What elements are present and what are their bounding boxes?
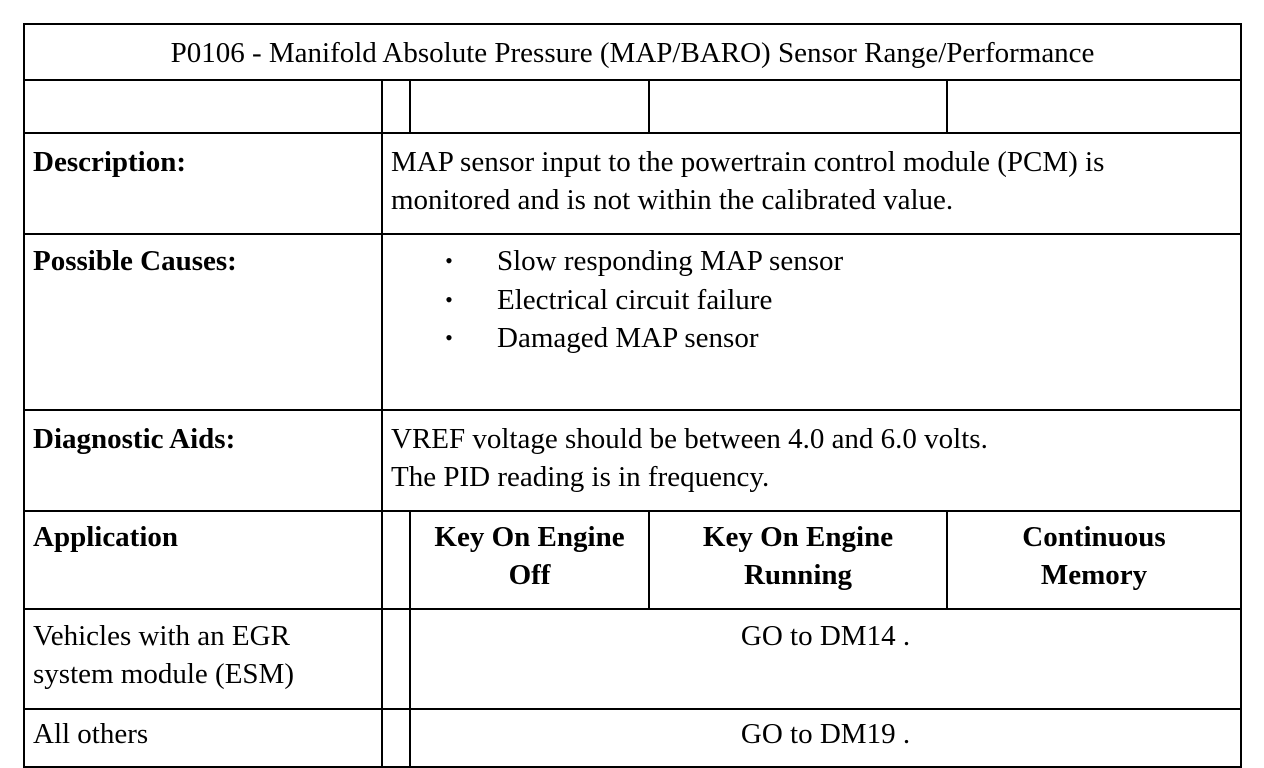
- application-label-line: Vehicles with an EGR: [33, 620, 290, 652]
- dtc-title: P0106 - Manifold Absolute Pressure (MAP/BARO) Sensor Range/Performance: [24, 24, 1241, 80]
- column-header-line: Memory: [1040, 559, 1148, 591]
- column-header-line: Key On Engine: [702, 521, 894, 553]
- list-item: [439, 319, 1232, 358]
- application-row-spacer: [382, 609, 410, 709]
- possible-causes-label: Possible Causes:: [24, 234, 382, 410]
- description-row: [24, 133, 1241, 234]
- column-header-koeo: [410, 511, 649, 609]
- table-row: [24, 609, 1241, 709]
- spacer-row: [24, 80, 1241, 133]
- bullet-icon: •: [445, 248, 453, 273]
- cause-text: Electrical circuit failure: [497, 283, 773, 316]
- possible-causes-row: [24, 234, 1241, 410]
- application-header-label: Application: [24, 511, 382, 609]
- spacer-cell-2: [382, 80, 410, 133]
- application-row-label: [24, 609, 382, 709]
- application-row-label: [24, 709, 382, 767]
- application-row-action: GO to DM14 .: [410, 609, 1241, 709]
- column-header-koer: [649, 511, 947, 609]
- description-line: monitored and is not within the calibrated value.: [391, 184, 954, 216]
- application-row-spacer: [382, 709, 410, 767]
- bullet-icon: •: [445, 325, 453, 350]
- description-line: MAP sensor input to the powertrain control module (PCM) is: [391, 146, 1105, 178]
- cause-text: Slow responding MAP sensor: [497, 245, 844, 277]
- column-header-line: Running: [743, 559, 852, 591]
- spacer-cell-4: [649, 80, 947, 133]
- cause-text: Damaged MAP sensor: [497, 322, 759, 354]
- application-row-action: GO to DM19 .: [410, 709, 1241, 767]
- table-row: [24, 709, 1241, 767]
- application-header-row: [24, 511, 1241, 609]
- title-row: [24, 24, 1241, 80]
- list-item: [439, 281, 1232, 320]
- column-header-continuous-memory: [947, 511, 1241, 609]
- diagnostic-aids-row: [24, 410, 1241, 511]
- list-item: [439, 242, 1232, 281]
- column-header-line: Continuous: [1022, 521, 1166, 553]
- possible-causes-cell: [382, 234, 1241, 410]
- diagnostic-aids-line: VREF voltage should be between 4.0 and 6.0 volts.: [391, 423, 988, 455]
- bullet-icon: •: [445, 286, 453, 312]
- dtc-table: [23, 23, 1242, 768]
- description-text: [382, 133, 1241, 234]
- diagnostic-aids-label: Diagnostic Aids:: [24, 410, 382, 511]
- spacer-cell-3: [410, 80, 649, 133]
- application-header-spacer: [382, 511, 410, 609]
- diagnostic-aids-line: The PID reading is in frequency.: [391, 461, 770, 493]
- application-label-line: All others: [33, 718, 149, 750]
- spacer-cell-5: [947, 80, 1241, 133]
- column-header-line: Off: [508, 559, 551, 591]
- diagnostic-aids-text: [382, 410, 1241, 511]
- spacer-cell-1: [24, 80, 382, 133]
- description-label: Description:: [24, 133, 382, 234]
- application-label-line: system module (ESM): [33, 658, 294, 690]
- column-header-line: Key On Engine: [434, 521, 625, 553]
- possible-causes-list: [391, 242, 1232, 358]
